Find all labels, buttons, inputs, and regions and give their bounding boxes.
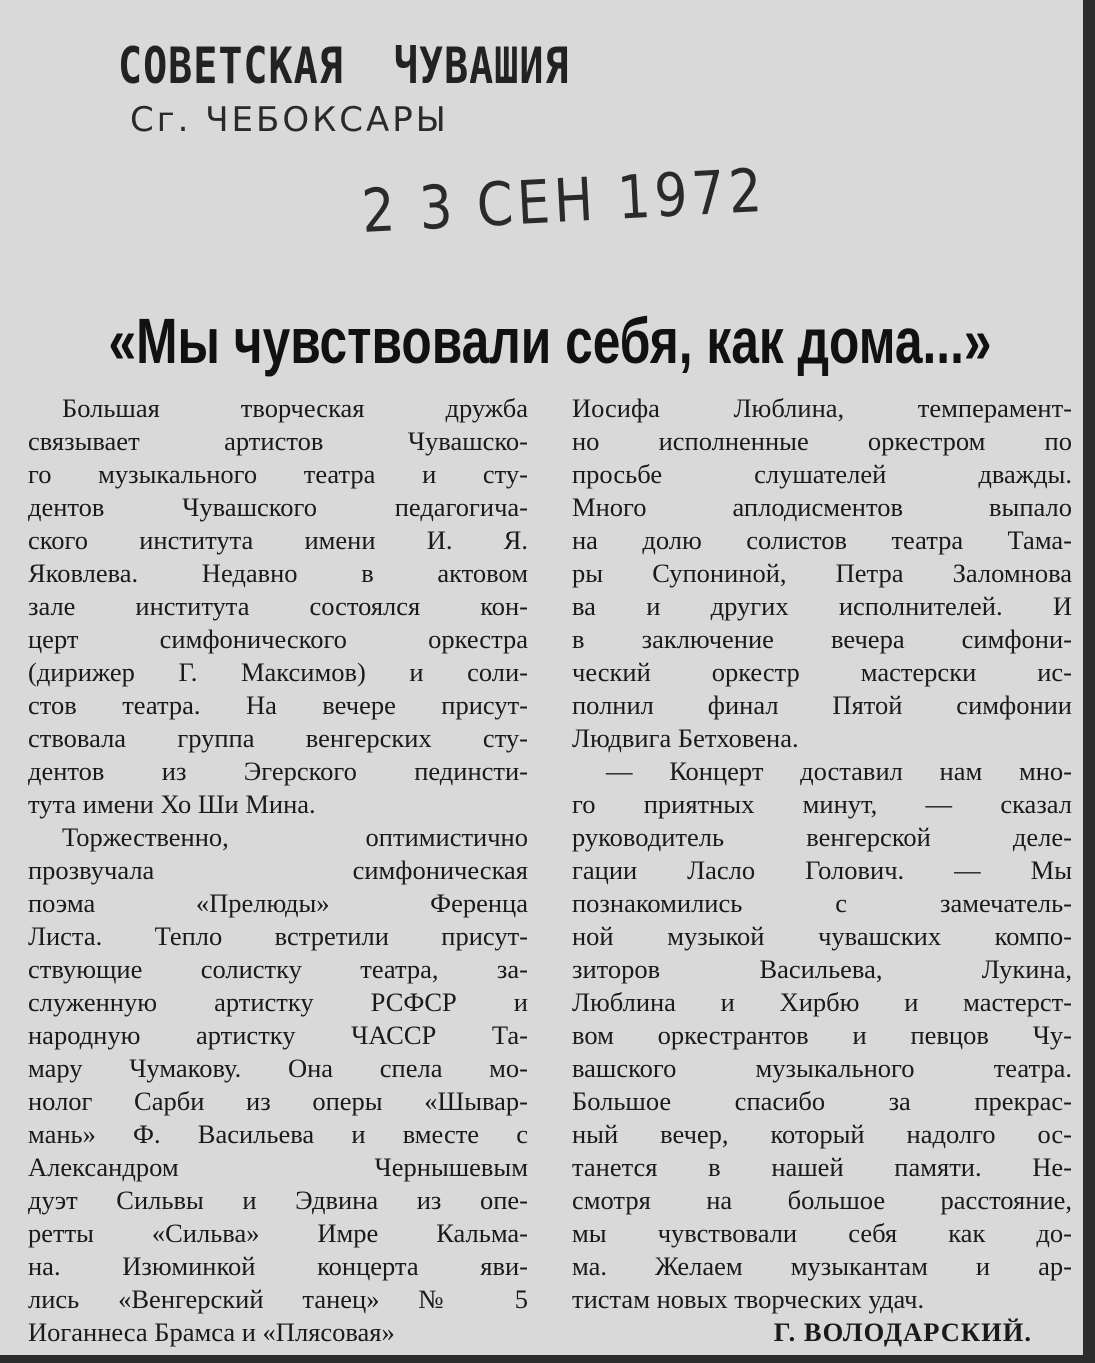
article-line: Александром Чернышевым <box>28 1152 528 1182</box>
article-column-right <box>572 392 1072 1349</box>
article-line: ма. Желаем музыкантам и ар- <box>572 1251 1072 1281</box>
city-stamp: Сг. ЧЕБОКСАРЫ <box>130 100 449 140</box>
article-line: ва и других исполнителей. И <box>572 591 1072 621</box>
article-line: Много аплодисментов выпало <box>572 492 1072 522</box>
article-line: прозвучала симфоническая <box>28 855 528 885</box>
article-line: Листа. Тепло встретили присут- <box>28 921 528 951</box>
article-line: смотря на большое расстояние, <box>572 1185 1072 1215</box>
article-line: руководитель венгерской деле- <box>572 822 1072 852</box>
article-line: ный вечер, который надолго ос- <box>572 1119 1072 1149</box>
article-headline: «Мы чувствовали себя, как дома...» <box>108 306 992 377</box>
article-line: зале института состоялся кон- <box>28 591 528 621</box>
article-line: стов театра. На вечере присут- <box>28 690 528 720</box>
article-line: мару Чумакову. Она спела мо- <box>28 1053 528 1083</box>
article-line: ретты «Сильва» Имре Кальма- <box>28 1218 528 1248</box>
article-line: Людвига Бетховена. <box>572 723 799 753</box>
article-line: ной музыкой чувашских компо- <box>572 921 1072 951</box>
article-line: (дирижер Г. Максимов) и соли- <box>28 657 528 687</box>
article-line: служенную артистку РСФСР и <box>28 987 528 1017</box>
newspaper-name-stamp: СОВЕТСКАЯ ЧУВАШИЯ <box>118 38 570 96</box>
article-line: поэма «Прелюды» Ференца <box>28 888 528 918</box>
article-line: ского института имени И. Я. <box>28 525 528 555</box>
article-line: познакомились с замечатель- <box>572 888 1072 918</box>
article-line: Иосифа Люблина, темперамент- <box>572 393 1072 423</box>
article-line: дентов Чувашского педагогича- <box>28 492 528 522</box>
article-line: связывает артистов Чувашско- <box>28 426 528 456</box>
article-line: — Концерт доставил нам мно- <box>606 756 1072 786</box>
article-line: в заключение вечера симфони- <box>572 624 1072 654</box>
article-line: народную артистку ЧАССР Та- <box>28 1020 528 1050</box>
article-line: вашского музыкального театра. <box>572 1053 1072 1083</box>
article-line: на. Изюминкой концерта яви- <box>28 1251 528 1281</box>
article-line: вом оркестрантов и певцов Чу- <box>572 1020 1072 1050</box>
article-line: полнил финал Пятой симфонии <box>572 690 1072 720</box>
article-line: нолог Сарби из оперы «Шывар- <box>28 1086 528 1116</box>
article-line: мань» Ф. Васильева и вместе с <box>28 1119 528 1149</box>
article-line: Люблина и Хирбю и мастерст- <box>572 987 1072 1017</box>
article-line: го музыкального театра и сту- <box>28 459 528 489</box>
article-line: ствовала группа венгерских сту- <box>28 723 528 753</box>
author-signature: Г. ВОЛОДАРСКИЙ. <box>773 1317 1032 1347</box>
article-line: тута имени Хо Ши Мина. <box>28 789 316 819</box>
article-line: но исполненные оркестром по <box>572 426 1072 456</box>
article-line: лись «Венгерский танец» № 5 <box>28 1284 528 1314</box>
article-line: Торжественно, оптимистично <box>62 822 528 852</box>
article-line: ры Супониной, Петра Заломнова <box>572 558 1072 588</box>
article-line: просьбе слушателей дважды. <box>572 459 1072 489</box>
article-line: дуэт Сильвы и Эдвина из опе- <box>28 1185 528 1215</box>
article-line: Большое спасибо за прекрас- <box>572 1086 1072 1116</box>
article-line: на долю солистов театра Тама- <box>572 525 1072 555</box>
article-line: гации Ласло Голович. — Мы <box>572 855 1072 885</box>
article-line: церт симфонического оркестра <box>28 624 528 654</box>
date-stamp: 2 3 СЕН 1972 <box>360 156 768 247</box>
article-line: танется в нашей памяти. Не- <box>572 1152 1072 1182</box>
article-line: Яковлева. Недавно в актовом <box>28 558 528 588</box>
article-column-left <box>28 392 528 1349</box>
article-text-right <box>572 392 1072 1316</box>
article-line: дентов из Эгерского пединсти- <box>28 756 528 786</box>
article-line: зиторов Васильева, Лукина, <box>572 954 1072 984</box>
article-line: ствующие солистку театра, за- <box>28 954 528 984</box>
article-text-left <box>28 392 528 1349</box>
article-line: Большая творческая дружба <box>62 393 528 423</box>
article-line: го приятных минут, — сказал <box>572 789 1072 819</box>
article-line: тистам новых творческих удач. <box>572 1284 925 1314</box>
article-line: мы чувствовали себя как до- <box>572 1218 1072 1248</box>
article-line: ческий оркестр мастерски ис- <box>572 657 1072 687</box>
article-line: Иоганнеса Брамса и «Плясовая» <box>28 1317 395 1347</box>
